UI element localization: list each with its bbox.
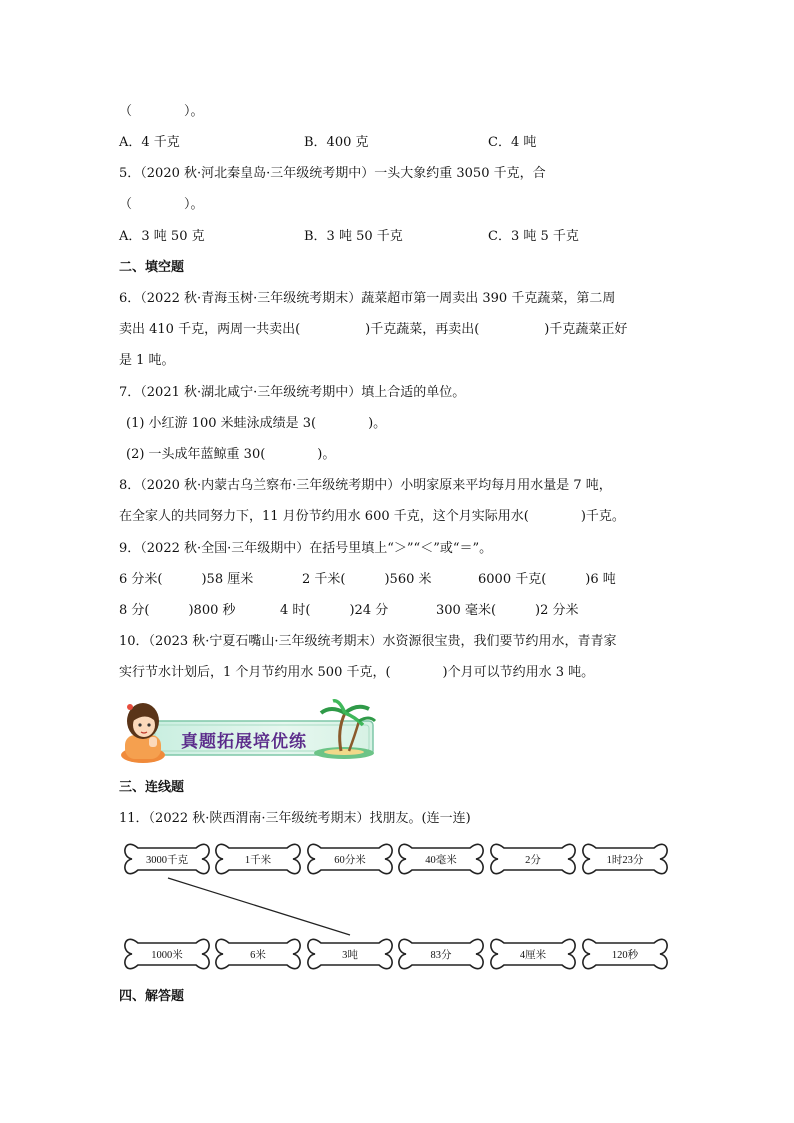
example-match-line — [168, 878, 350, 935]
section-3-heading: 三、连线题 — [119, 780, 185, 795]
bottom-bone-label-2: 6米 — [250, 950, 266, 961]
q11-line-1: 11．（2022 秋·陕西渭南·三年级统考期末）找朋友。(连一连) — [119, 811, 471, 826]
q8-line-1: 8．（2020 秋·内蒙古乌兰察布·三年级统考期中）小明家原来平均每月用水量是 7 吨， — [119, 478, 612, 493]
q5-tail: （ ）。 — [119, 197, 204, 212]
q9-line-1: 9．（2022 秋·全国·三年级期中）在括号里填上“＞”“＜”或“＝”。 — [119, 541, 493, 556]
q6-line-3: 是 1 吨。 — [119, 353, 175, 368]
bottom-bone-label-6: 120秒 — [611, 950, 639, 961]
q10-line-2: 实行节水计划后，1 个月节约用水 500 千克，( )个月可以节约用水 3 吨。 — [119, 665, 595, 680]
bottom-bone-label-1: 1000米 — [151, 950, 183, 961]
q9-item-5: 4 时( )24 分 — [280, 603, 389, 618]
q7-line-1: 7．（2021 秋·湖北咸宁·三年级统考期中）填上合适的单位。 — [119, 385, 466, 400]
q7-sub-1: (1) 小红游 100 米蛙泳成绩是 3( )。 — [126, 416, 387, 431]
q9-item-3: 6000 千克( )6 吨 — [478, 572, 616, 587]
section-2-heading: 二、填空题 — [119, 260, 185, 275]
top-bone-label-1: 3000千克 — [146, 855, 188, 866]
q10-line-1: 10．（2023 秋·宁夏石嘴山·三年级统考期末）水资源很宝贵，我们要节约用水，青青家 — [119, 634, 617, 649]
top-bone-label-6: 1时23分 — [606, 855, 644, 866]
top-bone-label-4: 40毫米 — [425, 855, 457, 866]
q6-line-1: 6．（2022 秋·青海玉树·三年级统考期末）蔬菜超市第一周卖出 390 千克蔬菜，第二周 — [119, 291, 616, 306]
q5-option-b: B．3 吨 50 千克 — [304, 229, 403, 244]
bottom-bone-label-4: 83分 — [430, 950, 452, 961]
q7-sub-2: (2) 一头成年蓝鲸重 30( )。 — [126, 447, 336, 462]
q5-text: 5．（2020 秋·河北秦皇岛·三年级统考期中）一头大象约重 3050 千克，合 — [119, 166, 546, 181]
q9-item-2: 2 千米( )560 米 — [302, 572, 432, 587]
q4-option-a: A．4 千克 — [119, 135, 180, 150]
q5-option-a: A．3 吨 50 克 — [119, 229, 205, 244]
top-bone-label-2: 1千米 — [244, 855, 272, 866]
q9-item-1: 6 分米( )58 厘米 — [119, 572, 254, 587]
bottom-bone-label-3: 3吨 — [342, 950, 358, 961]
top-bone-label-5: 2分 — [525, 855, 541, 866]
q5-option-c: C．3 吨 5 千克 — [488, 229, 579, 244]
top-bone-label-3: 60分米 — [334, 855, 366, 866]
q4-option-b: B．400 克 — [304, 135, 369, 150]
q6-line-2: 卖出 410 千克，两周一共卖出( )千克蔬菜，再卖出( )千克蔬菜正好 — [119, 322, 628, 337]
q9-item-4: 8 分( )800 秒 — [119, 603, 236, 618]
q8-line-2: 在全家人的共同努力下，11 月份节约用水 600 千克，这个月实际用水( )千克。 — [119, 509, 625, 524]
bottom-bone-label-5: 4厘米 — [519, 950, 547, 961]
q9-item-6: 300 毫米( )2 分米 — [436, 603, 579, 618]
section-4-heading: 四、解答题 — [119, 989, 185, 1004]
banner-title: 真题拓展培优练 — [181, 732, 307, 752]
q4-tail: （ ）。 — [119, 104, 204, 119]
q4-option-c: C．4 吨 — [488, 135, 537, 150]
